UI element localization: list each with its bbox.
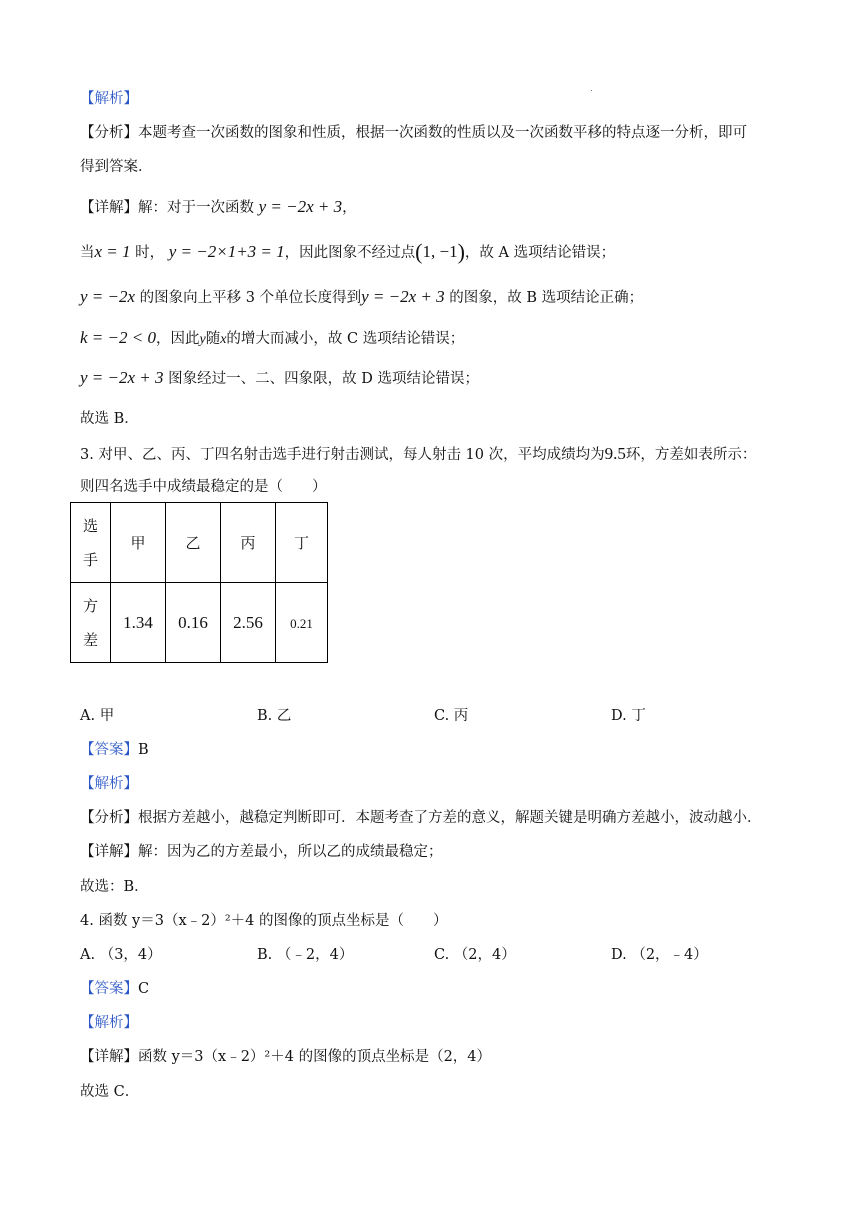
xiangjie-line: 【详解】解：因为乙的方差最小，所以乙的成绩最稳定； [80,844,443,860]
analysis-heading: 【解析】 [80,91,138,107]
fenxi-line: 【分析】本题考查一次函数的图象和性质，根据一次函数的性质以及一次函数平移的特点逐一分析，即可 [80,125,747,141]
option-d: D. （2，﹣4） [611,947,708,963]
xiangjie-line: 【详解】解：对于一次函数 y = −2x + 3， [80,197,357,216]
detail-line-1: 当x = 1 时， y = −2×1+3 = 1，因此图象不经过点(1, −1)，故 A 选项结论错误； [80,239,616,264]
option-a: A. （3，4） [80,947,162,963]
option-d: D. 丁 [611,708,646,724]
analysis-heading: 【解析】 [80,776,138,792]
option-a: A. 甲 [80,708,115,724]
table-cell: 0.16 [166,583,221,663]
option-b: B. 乙 [257,708,292,724]
stray-mark [591,90,592,91]
answer-line: 【答案】B [80,742,149,758]
option-c: C. （2，4） [434,947,516,963]
table-cell: 丁 [276,503,328,583]
detail-line-4: y = −2x + 3 图象经过一、二、四象限，故 D 选项结论错误； [80,368,479,387]
fenxi-line-2: 得到答案． [80,159,153,175]
conclusion-line: 故选 B． [80,411,139,427]
analysis-heading: 【解析】 [80,1015,138,1031]
conclusion-line: 故选：B． [80,879,149,895]
question-3-stem-2: 则四名选手中成绩最稳定的是（ ） [80,479,327,495]
variance-table [70,502,328,663]
table-row-variance [71,583,328,663]
table-header-player: 选 手 [71,503,111,583]
table-row-players [71,503,328,583]
fenxi-line: 【分析】根据方差越小，越稳定判断即可．本题考查了方差的意义，解题关键是明确方差越小，波动越小． [80,810,762,826]
table-cell: 乙 [166,503,221,583]
xiangjie-line: 【详解】函数 y＝3（x﹣2）²＋4 的图像的顶点坐标是（2，4） [80,1049,492,1065]
answer-line: 【答案】C [80,981,150,997]
table-cell: 甲 [111,503,166,583]
table-header-variance: 方 差 [71,583,111,663]
option-b: B. （﹣2，4） [257,947,354,963]
table-cell: 0.21 [276,583,328,663]
table-cell: 2.56 [221,583,276,663]
conclusion-line: 故选 C． [80,1084,140,1100]
table-cell: 1.34 [111,583,166,663]
question-4-stem: 4. 函数 y＝3（x﹣2）²＋4 的图像的顶点坐标是（ ） [80,913,448,929]
detail-line-3: k = −2 < 0，因此y随x的增大而减小，故 C 选项结论错误； [80,328,465,347]
detail-line-2: y = −2x 的图象向上平移 3 个单位长度得到y = −2x + 3 的图象，故 B 选项结论正确； [80,287,644,306]
table-cell: 丙 [221,503,276,583]
question-3-stem: 3. 对甲、乙、丙、丁四名射击选手进行射击测试，每人射击 10 次，平均成绩均为9.5环，方差如表所示： [80,444,757,463]
option-c: C. 丙 [434,708,469,724]
